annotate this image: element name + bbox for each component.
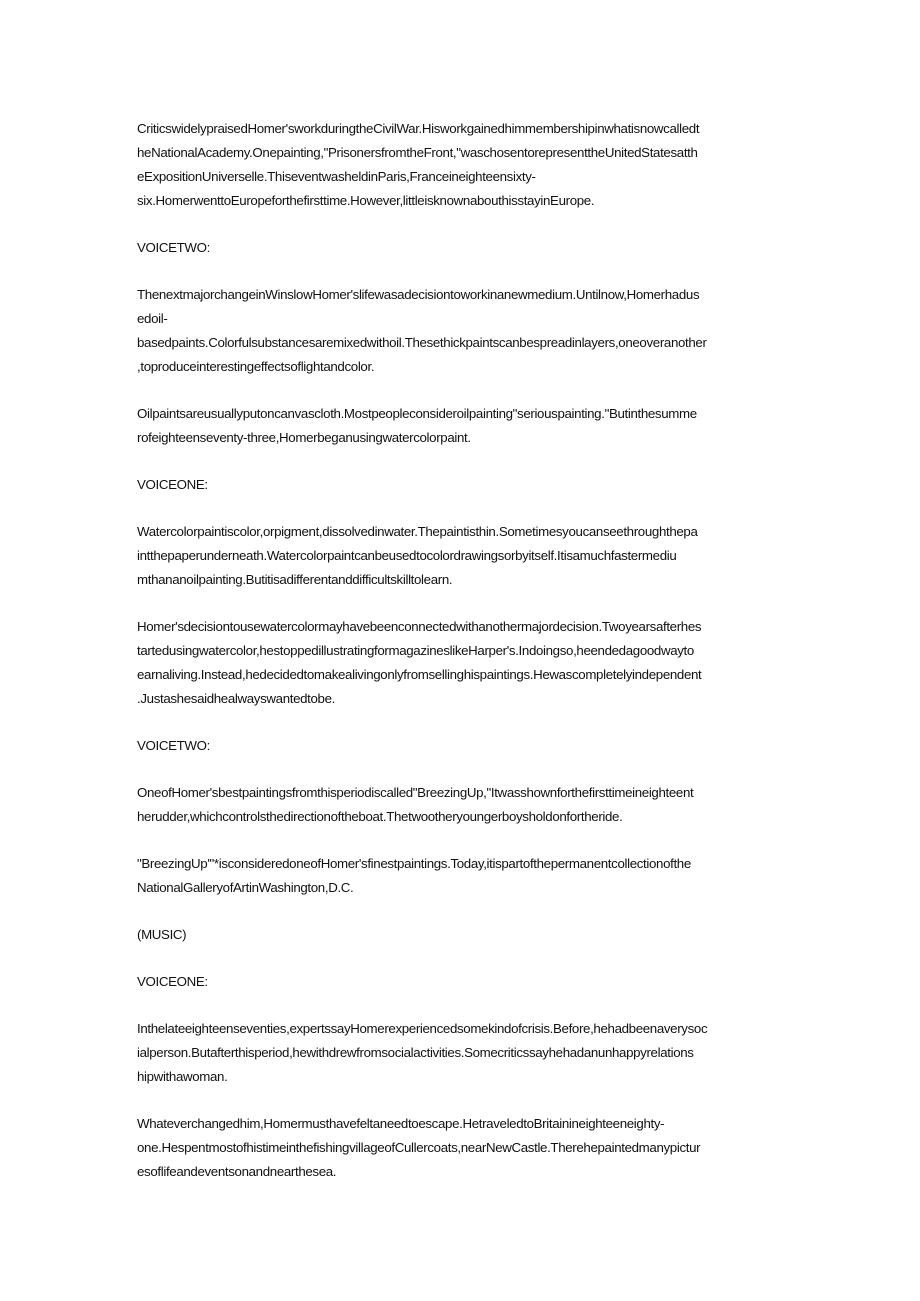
text-line: eExpositionUniverselle.ThiseventwasheldinParis,Franceineighteensixty- (137, 169, 536, 184)
text-line: ialperson.Butafterthisperiod,hewithdrewfromsocialactivities.Somecriticssayhehadanunhappyrelations (137, 1045, 694, 1060)
text-line: heNationalAcademy.Onepainting,"PrisonersfromtheFront,"waschosentorepresenttheUnitedStatesatth (137, 145, 698, 160)
text-line: NationalGalleryofArtinWashington,D.C. (137, 880, 354, 895)
paragraph (137, 236, 785, 260)
paragraph (137, 734, 785, 758)
paragraph (137, 283, 785, 379)
text-line: CriticswidelypraisedHomer'sworkduringtheCivilWar.Hisworkgainedhimmembershipinwhatisnowcalledt (137, 121, 700, 136)
text-line: Oilpaintsareusuallyputoncanvascloth.Mostpeopleconsideroilpainting"seriouspainting."Butinthesumme (137, 406, 697, 421)
text-line: mthananoilpainting.Butitisadifferentanddifficultskilltolearn. (137, 572, 453, 587)
text-line: basedpaints.Colorfulsubstancesaremixedwithoil.Thesethickpaintscanbespreadinlayers,oneoveranother (137, 335, 707, 350)
paragraph (137, 852, 785, 900)
text-line: VOICEONE: (137, 477, 208, 492)
paragraph (137, 520, 785, 592)
text-line: Inthelateeighteenseventies,expertssayHomerexperiencedsomekindofcrisis.Before,hehadbeenaverysoc (137, 1021, 708, 1036)
text-line: ,toproduceinterestingeffectsoflightandcolor. (137, 359, 375, 374)
paragraph (137, 923, 785, 947)
paragraph (137, 1017, 785, 1089)
paragraph (137, 117, 785, 213)
text-line: Homer'sdecisiontousewatercolormayhavebeenconnectedwithanothermajordecision.Twoyearsafterhes (137, 619, 702, 634)
text-line: one.HespentmostofhistimeinthefishingvillageofCullercoats,nearNewCastle.Therehepaintedmanypictur (137, 1140, 701, 1155)
paragraph (137, 615, 785, 711)
text-line: herudder,whichcontrolsthedirectionoftheboat.Thetwootheryoungerboysholdonfortheride. (137, 809, 623, 824)
text-line: .Justashesaidhealwayswantedtobe. (137, 691, 335, 706)
text-line: edoil- (137, 311, 168, 326)
paragraph (137, 1112, 785, 1184)
text-line: six.HomerwenttoEuropeforthefirsttime.However,littleisknownabouthisstayinEurope. (137, 193, 595, 208)
text-line: earnaliving.Instead,hedecidedtomakealivingonlyfromsellinghispaintings.Hewascompletelyindependent (137, 667, 702, 682)
text-line: OneofHomer'sbestpaintingsfromthisperiodiscalled"BreezingUp,"Itwasshownforthefirsttimeineighteent (137, 785, 694, 800)
paragraph (137, 473, 785, 497)
text-line: intthepaperunderneath.Watercolorpaintcanbeusedtocolordrawingsorbyitself.Itisamuchfastermediu (137, 548, 677, 563)
text-line: rofeighteenseventy-three,Homerbeganusingwatercolorpaint. (137, 430, 471, 445)
text-line: tartedusingwatercolor,hestoppedillustratingformagazineslikeHarper's.Indoingso,heendedagoodwayto (137, 643, 694, 658)
text-line: VOICETWO: (137, 240, 210, 255)
paragraph (137, 970, 785, 994)
paragraph (137, 402, 785, 450)
text-line: "BreezingUp'"*isconsideredoneofHomer'sfinestpaintings.Today,itispartofthepermanentcollectionofthe (137, 856, 691, 871)
text-line: VOICETWO: (137, 738, 210, 753)
document-body (137, 117, 785, 1207)
text-line: Whateverchangedhim,Homermusthavefeltaneedtoescape.HetraveledtoBritainineighteeneighty- (137, 1116, 665, 1131)
text-line: Watercolorpaintiscolor,orpigment,dissolvedinwater.Thepaintisthin.Sometimesyoucanseethroughthepa (137, 524, 698, 539)
text-line: (MUSIC) (137, 927, 187, 942)
text-line: esoflifeandeventsonandnearthesea. (137, 1164, 337, 1179)
text-line: VOICEONE: (137, 974, 208, 989)
paragraph (137, 781, 785, 829)
text-line: ThenextmajorchangeinWinslowHomer'slifewasadecisiontoworkinanewmedium.Untilnow,Homerhadus (137, 287, 700, 302)
text-line: hipwithawoman. (137, 1069, 228, 1084)
